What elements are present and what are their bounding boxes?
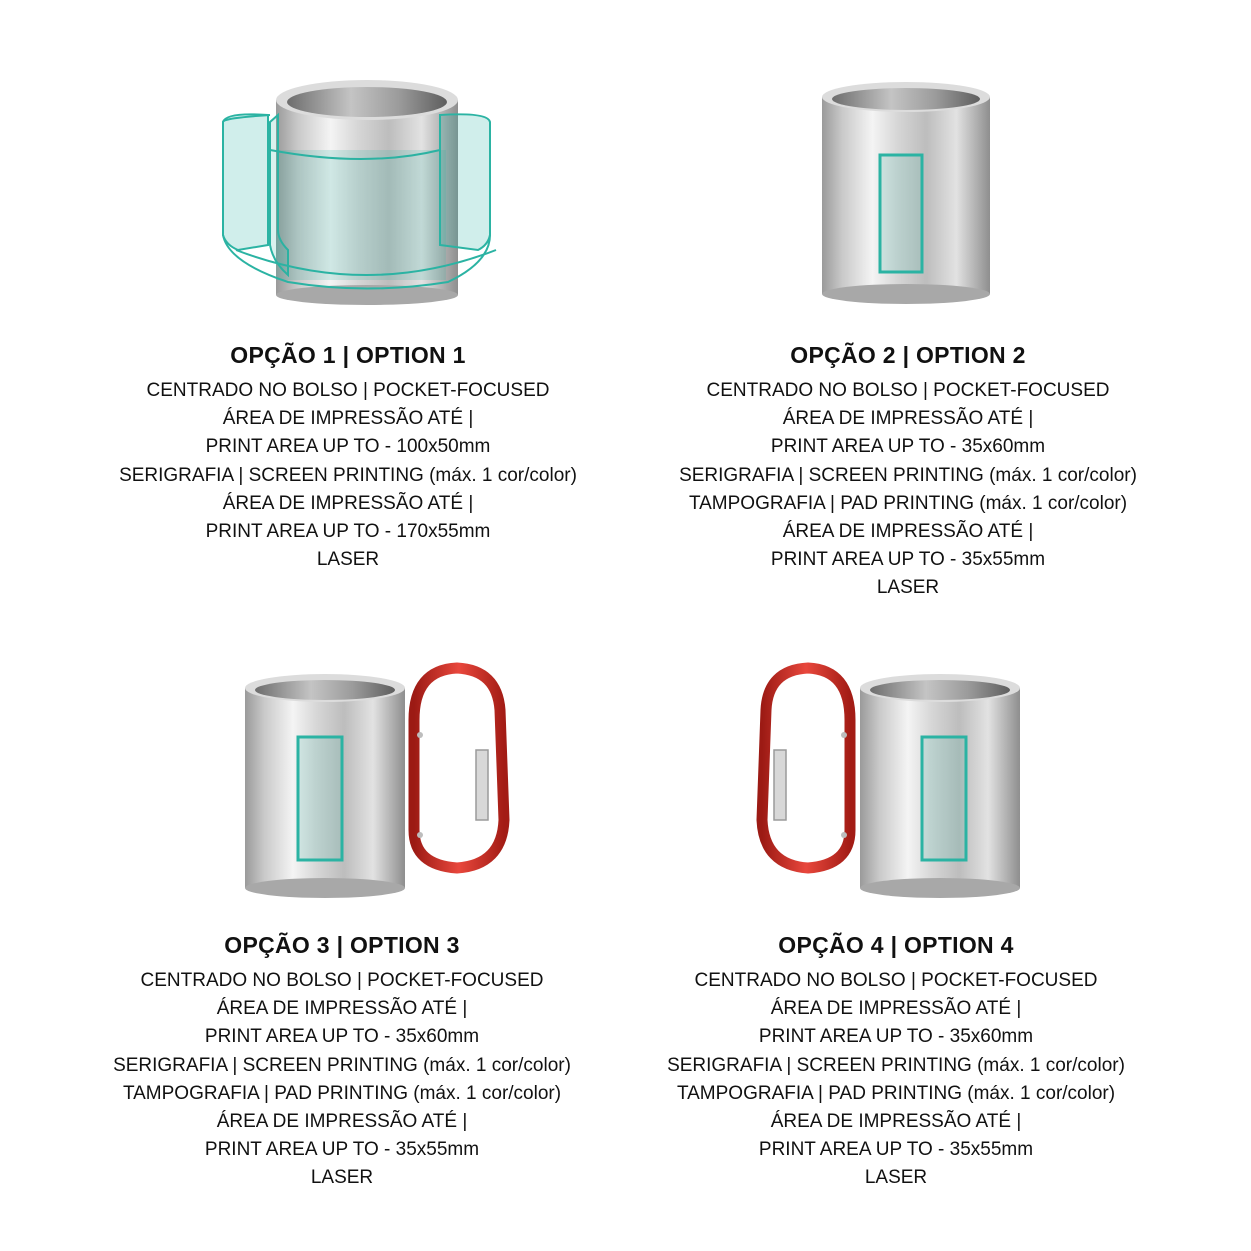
spec-line: SERIGRAFIA | SCREEN PRINTING (máx. 1 cor/color) [667, 1054, 1125, 1076]
option-caption [48, 340, 648, 574]
spec-line: PRINT AREA UP TO - 170x55mm [205, 521, 491, 543]
spec-line: LASER [876, 577, 940, 599]
spec-line: LASER [316, 549, 380, 571]
spec-line: ÁREA DE IMPRESSÃO ATÉ | [770, 998, 1022, 1020]
print-area-rect [880, 155, 922, 272]
spec-line: ÁREA DE IMPRESSÃO ATÉ | [216, 1111, 468, 1133]
spec-line: SERIGRAFIA | SCREEN PRINTING (máx. 1 cor/color) [119, 464, 577, 486]
spec-line: ÁREA DE IMPRESSÃO ATÉ | [782, 521, 1034, 543]
spec-line: PRINT AREA UP TO - 35x55mm [770, 549, 1046, 571]
mug-wrap-print-illustration [48, 0, 648, 330]
spec-line: ÁREA DE IMPRESSÃO ATÉ | [222, 408, 474, 430]
option-caption [608, 340, 1208, 603]
spec-line: PRINT AREA UP TO - 35x55mm [758, 1139, 1034, 1161]
spec-line: ÁREA DE IMPRESSÃO ATÉ | [770, 1111, 1022, 1133]
carabiner-handle [414, 668, 504, 868]
spec-line: PRINT AREA UP TO - 35x60mm [758, 1026, 1034, 1048]
spec-line: TAMPOGRAFIA | PAD PRINTING (máx. 1 cor/color) [688, 492, 1128, 514]
spec-line: LASER [864, 1167, 928, 1189]
spec-line: CENTRADO NO BOLSO | POCKET-FOCUSED [146, 380, 550, 401]
spec-line: TAMPOGRAFIA | PAD PRINTING (máx. 1 cor/color) [122, 1082, 562, 1104]
spec-line: LASER [310, 1167, 374, 1189]
spec-line: PRINT AREA UP TO - 100x50mm [205, 436, 491, 458]
spec-line: PRINT AREA UP TO - 35x60mm [204, 1026, 480, 1048]
carabiner-handle [762, 668, 850, 868]
print-area-rect [298, 737, 342, 860]
spec-line: CENTRADO NO BOLSO | POCKET-FOCUSED [694, 970, 1098, 991]
option-caption [596, 930, 1196, 1193]
mug-carabiner-left-illustration [596, 640, 1196, 910]
spec-line: TAMPOGRAFIA | PAD PRINTING (máx. 1 cor/color) [676, 1082, 1116, 1104]
option-title: OPÇÃO 4 | OPTION 4 [778, 932, 1014, 958]
spec-line: SERIGRAFIA | SCREEN PRINTING (máx. 1 cor/color) [679, 464, 1137, 486]
option-title: OPÇÃO 1 | OPTION 1 [230, 342, 466, 368]
spec-line: CENTRADO NO BOLSO | POCKET-FOCUSED [140, 970, 544, 991]
mug-carabiner-right-illustration [42, 640, 642, 910]
option-title: OPÇÃO 2 | OPTION 2 [790, 342, 1026, 368]
spec-line: ÁREA DE IMPRESSÃO ATÉ | [216, 998, 468, 1020]
option-title: OPÇÃO 3 | OPTION 3 [224, 932, 460, 958]
mug-front-print-illustration [608, 0, 1208, 330]
spec-line: CENTRADO NO BOLSO | POCKET-FOCUSED [706, 380, 1110, 401]
option-caption [42, 930, 642, 1193]
spec-line: SERIGRAFIA | SCREEN PRINTING (máx. 1 cor/color) [113, 1054, 571, 1076]
spec-line: ÁREA DE IMPRESSÃO ATÉ | [222, 492, 474, 514]
spec-line: PRINT AREA UP TO - 35x55mm [204, 1139, 480, 1161]
spec-line: PRINT AREA UP TO - 35x60mm [770, 436, 1046, 458]
print-area-rect [922, 737, 966, 860]
spec-line: ÁREA DE IMPRESSÃO ATÉ | [782, 408, 1034, 430]
